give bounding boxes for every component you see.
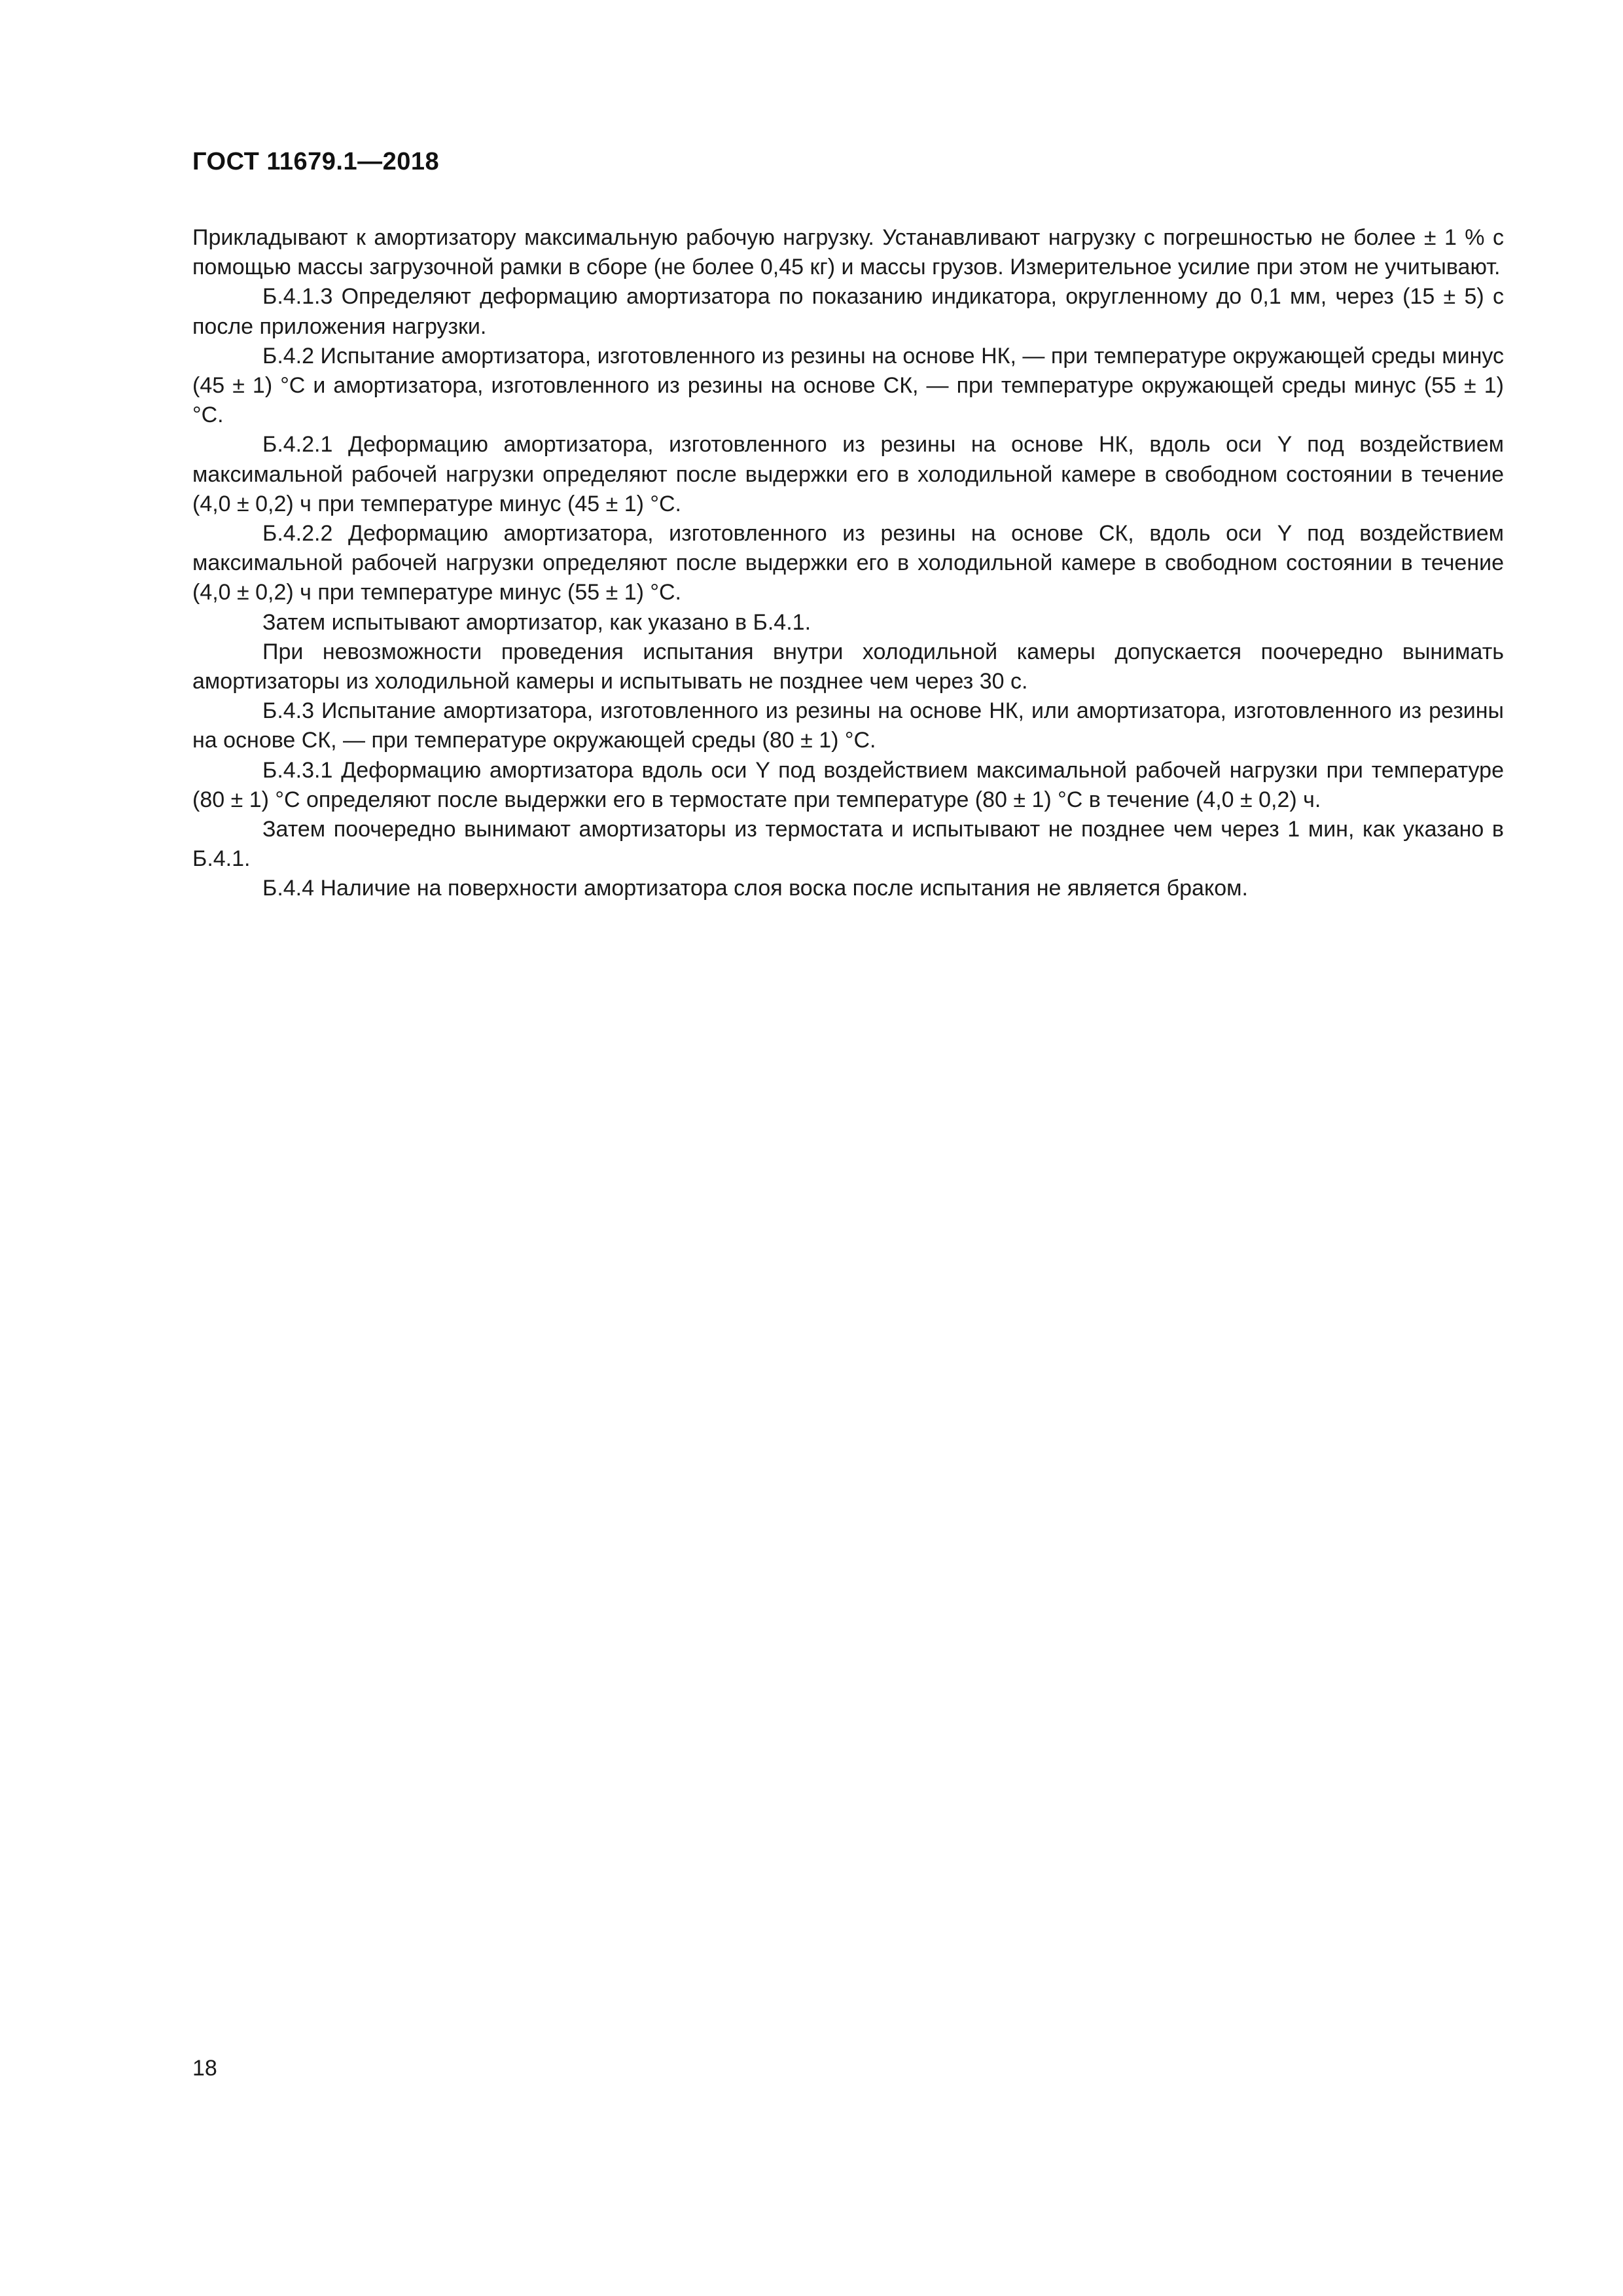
document-header: ГОСТ 11679.1—2018 bbox=[192, 148, 440, 175]
paragraph-cold-chamber-note: При невозможности проведения испытания внутри холодильной камеры допускается поочередно вынимать амортизаторы из холодильной камеры и испытывать не позднее чем через 30 с. bbox=[192, 639, 1504, 694]
paragraph-b-4-3-1: Б.4.3.1 Деформацию амортизатора вдоль оси Y под воздействием максимальной рабочей нагрузки при температуре (80 ± 1) °С определяют после выдержки его в термостате при температуре (80 ± 1) °С в течение (4,0 ± 0,2) ч. bbox=[192, 757, 1504, 812]
paragraph-then-test: Затем испытывают амортизатор, как указано в Б.4.1. bbox=[262, 609, 812, 635]
paragraph-b-4-2: Б.4.2 Испытание амортизатора, изготовленного из резины на основе НК, — при температуре окружающей среды минус (45 ± 1) °С и амортизатора, изготовленного из резины на основе СК, — при температуре окружающей среды минус (55 ± 1) °С. bbox=[192, 343, 1504, 428]
document-body bbox=[192, 223, 1504, 904]
paragraph-b-4-4: Б.4.4 Наличие на поверхности амортизатора слоя воска после испытания не является браком. bbox=[262, 876, 1248, 901]
paragraph-thermostat-removal: Затем поочередно вынимают амортизаторы из термостата и испытывают не позднее чем через 1 мин, как указано в Б.4.1. bbox=[192, 817, 1504, 872]
page-number: 18 bbox=[192, 2056, 217, 2081]
paragraph-load-application: Прикладывают к амортизатору максимальную рабочую нагрузку. Устанавливают нагрузку с погрешностью не более ± 1 % с помощью массы загрузочной рамки в сборе (не более 0,45 кг) и массы грузов. Измерительное усилие при этом не учитывают. bbox=[192, 225, 1504, 280]
paragraph-b-4-2-1: Б.4.2.1 Деформацию амортизатора, изготовленного из резины на основе НК, вдоль оси Y под воздействием максимальной рабочей нагрузки определяют после выдержки его в холодильной камере в свободном состоянии в течение (4,0 ± 0,2) ч при температуре минус (45 ± 1) °С. bbox=[192, 432, 1504, 516]
paragraph-b-4-3: Б.4.3 Испытание амортизатора, изготовленного из резины на основе НК, или амортизатора, изготовленного из резины на основе СК, — при температуре окружающей среды (80 ± 1) °С. bbox=[192, 698, 1504, 753]
paragraph-b-4-1-3: Б.4.1.3 Определяют деформацию амортизатора по показанию индикатора, округленному до 0,1 мм, через (15 ± 5) с после приложения нагрузки. bbox=[192, 284, 1504, 339]
paragraph-b-4-2-2: Б.4.2.2 Деформацию амортизатора, изготовленного из резины на основе СК, вдоль оси Y под воздействием максимальной рабочей нагрузки определяют после выдержки его в холодильной камере в свободном состоянии в течение (4,0 ± 0,2) ч при температуре минус (55 ± 1) °С. bbox=[192, 521, 1504, 605]
